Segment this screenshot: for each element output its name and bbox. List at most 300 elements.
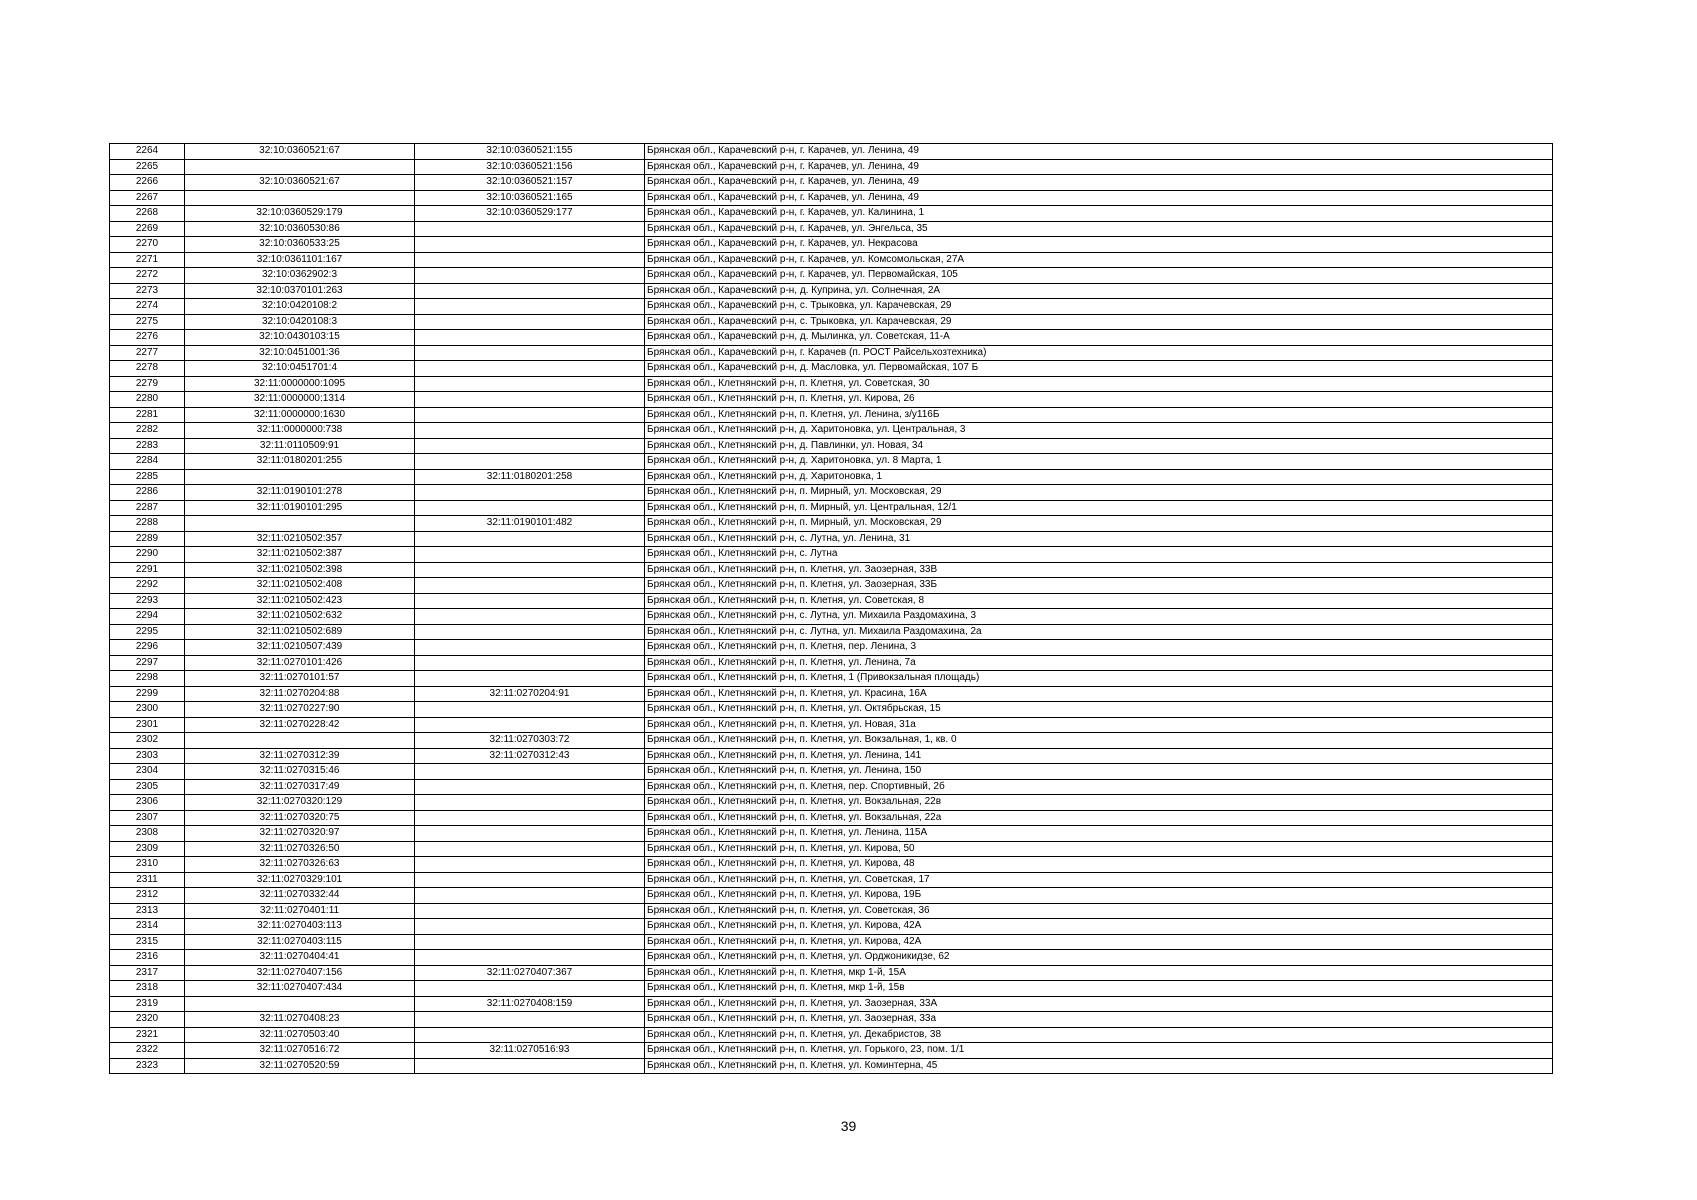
address-cell: Брянская обл., Клетнянский р-н, п. Клетня, ул. Заозерная, 33Б (645, 578, 1553, 594)
table-row (110, 500, 1553, 516)
row-number-cell: 2282 (110, 423, 185, 439)
related-cadastral-number-cell (415, 438, 645, 454)
related-cadastral-number-cell (415, 376, 645, 392)
related-cadastral-number-cell (415, 655, 645, 671)
address-cell: Брянская обл., Карачевский р-н, д. Мылинка, ул. Советская, 11-А (645, 330, 1553, 346)
table-row (110, 1012, 1553, 1028)
related-cadastral-number-cell (415, 1012, 645, 1028)
row-number-cell: 2283 (110, 438, 185, 454)
table-row (110, 717, 1553, 733)
related-cadastral-number-cell (415, 361, 645, 377)
address-cell: Брянская обл., Клетнянский р-н, п. Клетня, мкр 1-й, 15А (645, 965, 1553, 981)
table-row (110, 810, 1553, 826)
table-row (110, 485, 1553, 501)
cadastral-number-cell: 32:10:0360533:25 (185, 237, 415, 253)
related-cadastral-number-cell (415, 268, 645, 284)
row-number-cell: 2290 (110, 547, 185, 563)
row-number-cell: 2314 (110, 919, 185, 935)
table-row (110, 252, 1553, 268)
table-row (110, 1058, 1553, 1074)
related-cadastral-number-cell (415, 826, 645, 842)
address-cell: Брянская обл., Клетнянский р-н, п. Клетня, ул. Ленина, 150 (645, 764, 1553, 780)
row-number-cell: 2295 (110, 624, 185, 640)
cadastral-number-cell (185, 159, 415, 175)
cadastral-number-cell: 32:11:0270403:113 (185, 919, 415, 935)
cadastral-number-cell: 32:10:0360521:67 (185, 144, 415, 160)
related-cadastral-number-cell (415, 1027, 645, 1043)
address-cell: Брянская обл., Клетнянский р-н, п. Клетня, мкр 1-й, 15в (645, 981, 1553, 997)
row-number-cell: 2291 (110, 562, 185, 578)
table-row (110, 314, 1553, 330)
row-number-cell: 2266 (110, 175, 185, 191)
related-cadastral-number-cell: 32:10:0360521:165 (415, 190, 645, 206)
related-cadastral-number-cell (415, 345, 645, 361)
row-number-cell: 2274 (110, 299, 185, 315)
cadastral-number-cell: 32:11:0000000:1095 (185, 376, 415, 392)
address-cell: Брянская обл., Клетнянский р-н, п. Клетня, ул. Советская, 8 (645, 593, 1553, 609)
related-cadastral-number-cell (415, 888, 645, 904)
address-cell: Брянская обл., Клетнянский р-н, п. Клетня, ул. Заозерная, 33а (645, 1012, 1553, 1028)
cadastral-number-cell: 32:11:0210507:439 (185, 640, 415, 656)
table-row (110, 407, 1553, 423)
table-row (110, 965, 1553, 981)
address-cell: Брянская обл., Карачевский р-н, д. Куприна, ул. Солнечная, 2А (645, 283, 1553, 299)
table-row (110, 764, 1553, 780)
address-cell: Брянская обл., Карачевский р-н, г. Карачев, ул. Первомайская, 105 (645, 268, 1553, 284)
related-cadastral-number-cell (415, 779, 645, 795)
row-number-cell: 2284 (110, 454, 185, 470)
related-cadastral-number-cell (415, 841, 645, 857)
cadastral-number-cell: 32:11:0180201:255 (185, 454, 415, 470)
row-number-cell: 2312 (110, 888, 185, 904)
related-cadastral-number-cell (415, 717, 645, 733)
row-number-cell: 2277 (110, 345, 185, 361)
address-cell: Брянская обл., Клетнянский р-н, д. Павлинки, ул. Новая, 34 (645, 438, 1553, 454)
table-row (110, 686, 1553, 702)
cadastral-number-cell: 32:11:0190101:278 (185, 485, 415, 501)
table-row (110, 609, 1553, 625)
address-cell: Брянская обл., Клетнянский р-н, п. Клетня, ул. Вокзальная, 22а (645, 810, 1553, 826)
table-row (110, 330, 1553, 346)
related-cadastral-number-cell (415, 562, 645, 578)
related-cadastral-number-cell (415, 531, 645, 547)
address-cell: Брянская обл., Клетнянский р-н, п. Клетня, ул. Кирова, 50 (645, 841, 1553, 857)
table-row (110, 888, 1553, 904)
related-cadastral-number-cell (415, 547, 645, 563)
related-cadastral-number-cell (415, 221, 645, 237)
related-cadastral-number-cell: 32:10:0360529:177 (415, 206, 645, 222)
address-cell: Брянская обл., Клетнянский р-н, п. Клетня, ул. Кирова, 26 (645, 392, 1553, 408)
cadastral-number-cell: 32:11:0270520:59 (185, 1058, 415, 1074)
related-cadastral-number-cell: 32:11:0270303:72 (415, 733, 645, 749)
address-cell: Брянская обл., Клетнянский р-н, п. Клетня, 1 (Привокзальная площадь) (645, 671, 1553, 687)
cadastral-number-cell: 32:11:0210502:398 (185, 562, 415, 578)
address-cell: Брянская обл., Клетнянский р-н, п. Мирный, ул. Центральная, 12/1 (645, 500, 1553, 516)
address-cell: Брянская обл., Клетнянский р-н, п. Клетня, ул. Красина, 16А (645, 686, 1553, 702)
row-number-cell: 2265 (110, 159, 185, 175)
cadastral-number-cell: 32:11:0210502:423 (185, 593, 415, 609)
table-row (110, 950, 1553, 966)
table-row (110, 934, 1553, 950)
table-row (110, 547, 1553, 563)
address-cell: Брянская обл., Клетнянский р-н, п. Клетня, ул. Ленина, 141 (645, 748, 1553, 764)
cadastral-number-cell: 32:11:0270407:156 (185, 965, 415, 981)
row-number-cell: 2287 (110, 500, 185, 516)
row-number-cell: 2320 (110, 1012, 185, 1028)
row-number-cell: 2278 (110, 361, 185, 377)
related-cadastral-number-cell: 32:10:0360521:155 (415, 144, 645, 160)
related-cadastral-number-cell (415, 252, 645, 268)
cadastral-number-cell: 32:11:0210502:387 (185, 547, 415, 563)
table-row (110, 268, 1553, 284)
cadastral-number-cell: 32:11:0270503:40 (185, 1027, 415, 1043)
cadastral-number-cell: 32:11:0270516:72 (185, 1043, 415, 1059)
cadastral-number-cell: 32:10:0361101:167 (185, 252, 415, 268)
row-number-cell: 2270 (110, 237, 185, 253)
cadastral-number-cell: 32:11:0110509:91 (185, 438, 415, 454)
address-cell: Брянская обл., Карачевский р-н, г. Карачев, ул. Ленина, 49 (645, 159, 1553, 175)
row-number-cell: 2304 (110, 764, 185, 780)
related-cadastral-number-cell: 32:11:0270407:367 (415, 965, 645, 981)
address-cell: Брянская обл., Клетнянский р-н, п. Клетня, ул. Вокзальная, 22в (645, 795, 1553, 811)
address-cell: Брянская обл., Клетнянский р-н, п. Клетня, ул. Новая, 31а (645, 717, 1553, 733)
cadastral-number-cell: 32:11:0270404:41 (185, 950, 415, 966)
cadastral-number-cell: 32:11:0270320:129 (185, 795, 415, 811)
address-cell: Брянская обл., Клетнянский р-н, п. Клетня, пер. Ленина, 3 (645, 640, 1553, 656)
address-cell: Брянская обл., Карачевский р-н, г. Карачев, ул. Энгельса, 35 (645, 221, 1553, 237)
row-number-cell: 2286 (110, 485, 185, 501)
address-cell: Брянская обл., Клетнянский р-н, п. Клетня, ул. Орджоникидзе, 62 (645, 950, 1553, 966)
cadastral-number-cell (185, 190, 415, 206)
address-cell: Брянская обл., Клетнянский р-н, д. Харитоновка, ул. Центральная, 3 (645, 423, 1553, 439)
table-row (110, 516, 1553, 532)
row-number-cell: 2289 (110, 531, 185, 547)
row-number-cell: 2298 (110, 671, 185, 687)
related-cadastral-number-cell (415, 810, 645, 826)
row-number-cell: 2268 (110, 206, 185, 222)
table-row (110, 702, 1553, 718)
cadastral-number-cell: 32:11:0270326:63 (185, 857, 415, 873)
related-cadastral-number-cell (415, 1058, 645, 1074)
row-number-cell: 2302 (110, 733, 185, 749)
table-row (110, 841, 1553, 857)
address-cell: Брянская обл., Клетнянский р-н, п. Клетня, ул. Советская, 30 (645, 376, 1553, 392)
row-number-cell: 2267 (110, 190, 185, 206)
table-row (110, 919, 1553, 935)
cadastral-number-cell: 32:11:0210502:689 (185, 624, 415, 640)
row-number-cell: 2309 (110, 841, 185, 857)
address-cell: Брянская обл., Клетнянский р-н, п. Клетня, ул. Вокзальная, 1, кв. 0 (645, 733, 1553, 749)
related-cadastral-number-cell (415, 764, 645, 780)
cadastral-number-cell: 32:11:0270317:49 (185, 779, 415, 795)
row-number-cell: 2310 (110, 857, 185, 873)
row-number-cell: 2313 (110, 903, 185, 919)
table-row (110, 872, 1553, 888)
address-cell: Брянская обл., Клетнянский р-н, п. Клетня, ул. Кирова, 48 (645, 857, 1553, 873)
row-number-cell: 2316 (110, 950, 185, 966)
related-cadastral-number-cell: 32:11:0190101:482 (415, 516, 645, 532)
table-row (110, 221, 1553, 237)
row-number-cell: 2276 (110, 330, 185, 346)
address-cell: Брянская обл., Клетнянский р-н, с. Лутна, ул. Ленина, 31 (645, 531, 1553, 547)
related-cadastral-number-cell (415, 485, 645, 501)
page-number: 39 (840, 1118, 857, 1134)
table-row (110, 640, 1553, 656)
address-cell: Брянская обл., Клетнянский р-н, п. Клетня, ул. Кирова, 42А (645, 919, 1553, 935)
cadastral-number-cell (185, 516, 415, 532)
table-row (110, 795, 1553, 811)
row-number-cell: 2323 (110, 1058, 185, 1074)
address-cell: Брянская обл., Карачевский р-н, г. Карачев, ул. Комсомольская, 27А (645, 252, 1553, 268)
cadastral-number-cell: 32:11:0210502:408 (185, 578, 415, 594)
property-table (109, 143, 1553, 1074)
cadastral-number-cell (185, 469, 415, 485)
related-cadastral-number-cell (415, 392, 645, 408)
table-row (110, 857, 1553, 873)
table-row (110, 826, 1553, 842)
related-cadastral-number-cell (415, 702, 645, 718)
address-cell: Брянская обл., Клетнянский р-н, п. Клетня, ул. Декабристов, 38 (645, 1027, 1553, 1043)
related-cadastral-number-cell (415, 857, 645, 873)
row-number-cell: 2281 (110, 407, 185, 423)
cadastral-number-cell: 32:10:0420108:2 (185, 299, 415, 315)
address-cell: Брянская обл., Карачевский р-н, г. Карачев (п. РОСТ Райсельхозтехника) (645, 345, 1553, 361)
related-cadastral-number-cell: 32:11:0270204:91 (415, 686, 645, 702)
related-cadastral-number-cell (415, 454, 645, 470)
related-cadastral-number-cell: 32:11:0270312:43 (415, 748, 645, 764)
row-number-cell: 2269 (110, 221, 185, 237)
related-cadastral-number-cell: 32:11:0270516:93 (415, 1043, 645, 1059)
cadastral-number-cell: 32:11:0270332:44 (185, 888, 415, 904)
cadastral-number-cell: 32:10:0451701:4 (185, 361, 415, 377)
related-cadastral-number-cell: 32:10:0360521:156 (415, 159, 645, 175)
address-cell: Брянская обл., Клетнянский р-н, п. Клетня, ул. Советская, 17 (645, 872, 1553, 888)
cadastral-number-cell: 32:10:0360521:67 (185, 175, 415, 191)
row-number-cell: 2288 (110, 516, 185, 532)
cadastral-number-cell: 32:10:0430103:15 (185, 330, 415, 346)
row-number-cell: 2305 (110, 779, 185, 795)
cadastral-number-cell: 32:11:0190101:295 (185, 500, 415, 516)
row-number-cell: 2306 (110, 795, 185, 811)
row-number-cell: 2273 (110, 283, 185, 299)
table-row (110, 454, 1553, 470)
cadastral-number-cell: 32:11:0270101:426 (185, 655, 415, 671)
cadastral-number-cell: 32:11:0210502:357 (185, 531, 415, 547)
address-cell: Брянская обл., Клетнянский р-н, п. Клетня, ул. Горького, 23, пом. 1/1 (645, 1043, 1553, 1059)
cadastral-number-cell (185, 996, 415, 1012)
address-cell: Брянская обл., Карачевский р-н, г. Карачев, ул. Некрасова (645, 237, 1553, 253)
cadastral-number-cell (185, 733, 415, 749)
address-cell: Брянская обл., Карачевский р-н, г. Карачев, ул. Калинина, 1 (645, 206, 1553, 222)
row-number-cell: 2308 (110, 826, 185, 842)
table-row (110, 175, 1553, 191)
table-row (110, 159, 1553, 175)
row-number-cell: 2299 (110, 686, 185, 702)
cadastral-number-cell: 32:10:0451001:36 (185, 345, 415, 361)
cadastral-number-cell: 32:10:0420108:3 (185, 314, 415, 330)
related-cadastral-number-cell (415, 330, 645, 346)
row-number-cell: 2307 (110, 810, 185, 826)
cadastral-number-cell: 32:10:0370101:263 (185, 283, 415, 299)
cadastral-number-cell: 32:10:0360529:179 (185, 206, 415, 222)
property-table-body (110, 144, 1553, 1074)
table-row (110, 283, 1553, 299)
row-number-cell: 2275 (110, 314, 185, 330)
related-cadastral-number-cell (415, 624, 645, 640)
cadastral-number-cell: 32:10:0362902:3 (185, 268, 415, 284)
address-cell: Брянская обл., Клетнянский р-н, п. Клетня, ул. Ленина, з/у116Б (645, 407, 1553, 423)
table-row (110, 144, 1553, 160)
row-number-cell: 2311 (110, 872, 185, 888)
table-row (110, 190, 1553, 206)
related-cadastral-number-cell: 32:11:0270408:159 (415, 996, 645, 1012)
table-row (110, 903, 1553, 919)
cadastral-number-cell: 32:11:0270228:42 (185, 717, 415, 733)
cadastral-number-cell: 32:11:0270227:90 (185, 702, 415, 718)
cadastral-number-cell: 32:11:0270326:50 (185, 841, 415, 857)
address-cell: Брянская обл., Клетнянский р-н, п. Клетня, ул. Октябрьская, 15 (645, 702, 1553, 718)
address-cell: Брянская обл., Клетнянский р-н, п. Мирный, ул. Московская, 29 (645, 485, 1553, 501)
address-cell: Брянская обл., Клетнянский р-н, с. Лутна, ул. Михаила Раздомахина, 3 (645, 609, 1553, 625)
address-cell: Брянская обл., Карачевский р-н, г. Карачев, ул. Ленина, 49 (645, 144, 1553, 160)
table-row (110, 469, 1553, 485)
related-cadastral-number-cell: 32:10:0360521:157 (415, 175, 645, 191)
table-row (110, 578, 1553, 594)
table-row (110, 655, 1553, 671)
address-cell: Брянская обл., Клетнянский р-н, с. Лутна, ул. Михаила Раздомахина, 2а (645, 624, 1553, 640)
related-cadastral-number-cell (415, 578, 645, 594)
address-cell: Брянская обл., Клетнянский р-н, п. Клетня, ул. Кирова, 19Б (645, 888, 1553, 904)
table-row (110, 562, 1553, 578)
row-number-cell: 2285 (110, 469, 185, 485)
cadastral-number-cell: 32:11:0270407:434 (185, 981, 415, 997)
table-row (110, 748, 1553, 764)
table-row (110, 345, 1553, 361)
address-cell: Брянская обл., Клетнянский р-н, п. Клетня, ул. Советская, 36 (645, 903, 1553, 919)
row-number-cell: 2301 (110, 717, 185, 733)
cadastral-number-cell: 32:11:0270403:115 (185, 934, 415, 950)
table-row (110, 531, 1553, 547)
address-cell: Брянская обл., Клетнянский р-н, п. Клетня, ул. Заозерная, 33А (645, 996, 1553, 1012)
row-number-cell: 2294 (110, 609, 185, 625)
cadastral-number-cell: 32:11:0270315:46 (185, 764, 415, 780)
row-number-cell: 2315 (110, 934, 185, 950)
row-number-cell: 2319 (110, 996, 185, 1012)
related-cadastral-number-cell: 32:11:0180201:258 (415, 469, 645, 485)
address-cell: Брянская обл., Клетнянский р-н, п. Клетня, ул. Заозерная, 33В (645, 562, 1553, 578)
table-row (110, 423, 1553, 439)
cadastral-number-cell: 32:11:0270401:11 (185, 903, 415, 919)
row-number-cell: 2300 (110, 702, 185, 718)
table-row (110, 392, 1553, 408)
cadastral-number-cell: 32:11:0270408:23 (185, 1012, 415, 1028)
related-cadastral-number-cell (415, 299, 645, 315)
cadastral-number-cell: 32:11:0270101:57 (185, 671, 415, 687)
related-cadastral-number-cell (415, 950, 645, 966)
table-row (110, 779, 1553, 795)
cadastral-number-cell: 32:11:0270320:97 (185, 826, 415, 842)
cadastral-number-cell: 32:11:0000000:738 (185, 423, 415, 439)
table-row (110, 376, 1553, 392)
address-cell: Брянская обл., Клетнянский р-н, п. Клетня, ул. Кирова, 42А (645, 934, 1553, 950)
cadastral-number-cell: 32:11:0270329:101 (185, 872, 415, 888)
address-cell: Брянская обл., Клетнянский р-н, п. Клетня, ул. Коминтерна, 45 (645, 1058, 1553, 1074)
row-number-cell: 2318 (110, 981, 185, 997)
row-number-cell: 2272 (110, 268, 185, 284)
cadastral-number-cell: 32:11:0000000:1630 (185, 407, 415, 423)
table-row (110, 733, 1553, 749)
table-row (110, 1043, 1553, 1059)
row-number-cell: 2321 (110, 1027, 185, 1043)
address-cell: Брянская обл., Клетнянский р-н, п. Клетня, пер. Спортивный, 2б (645, 779, 1553, 795)
table-row (110, 593, 1553, 609)
related-cadastral-number-cell (415, 609, 645, 625)
row-number-cell: 2293 (110, 593, 185, 609)
table-row (110, 299, 1553, 315)
row-number-cell: 2271 (110, 252, 185, 268)
related-cadastral-number-cell (415, 407, 645, 423)
related-cadastral-number-cell (415, 934, 645, 950)
row-number-cell: 2280 (110, 392, 185, 408)
address-cell: Брянская обл., Карачевский р-н, с. Трыковка, ул. Карачевская, 29 (645, 299, 1553, 315)
related-cadastral-number-cell (415, 237, 645, 253)
related-cadastral-number-cell (415, 981, 645, 997)
row-number-cell: 2297 (110, 655, 185, 671)
related-cadastral-number-cell (415, 919, 645, 935)
row-number-cell: 2264 (110, 144, 185, 160)
related-cadastral-number-cell (415, 872, 645, 888)
table-row (110, 438, 1553, 454)
related-cadastral-number-cell (415, 314, 645, 330)
row-number-cell: 2317 (110, 965, 185, 981)
related-cadastral-number-cell (415, 500, 645, 516)
address-cell: Брянская обл., Клетнянский р-н, д. Харитоновка, ул. 8 Марта, 1 (645, 454, 1553, 470)
address-cell: Брянская обл., Клетнянский р-н, с. Лутна (645, 547, 1553, 563)
table-row (110, 996, 1553, 1012)
related-cadastral-number-cell (415, 903, 645, 919)
address-cell: Брянская обл., Клетнянский р-н, д. Харитоновка, 1 (645, 469, 1553, 485)
row-number-cell: 2292 (110, 578, 185, 594)
table-row (110, 237, 1553, 253)
address-cell: Брянская обл., Карачевский р-н, г. Карачев, ул. Ленина, 49 (645, 175, 1553, 191)
table-row (110, 206, 1553, 222)
row-number-cell: 2279 (110, 376, 185, 392)
cadastral-number-cell: 32:11:0270312:39 (185, 748, 415, 764)
related-cadastral-number-cell (415, 795, 645, 811)
related-cadastral-number-cell (415, 283, 645, 299)
row-number-cell: 2303 (110, 748, 185, 764)
cadastral-number-cell: 32:10:0360530:86 (185, 221, 415, 237)
table-row (110, 624, 1553, 640)
related-cadastral-number-cell (415, 593, 645, 609)
address-cell: Брянская обл., Клетнянский р-н, п. Клетня, ул. Ленина, 115А (645, 826, 1553, 842)
cadastral-number-cell: 32:11:0210502:632 (185, 609, 415, 625)
table-row (110, 361, 1553, 377)
cadastral-number-cell: 32:11:0000000:1314 (185, 392, 415, 408)
cadastral-number-cell: 32:11:0270320:75 (185, 810, 415, 826)
row-number-cell: 2296 (110, 640, 185, 656)
table-row (110, 1027, 1553, 1043)
address-cell: Брянская обл., Клетнянский р-н, п. Клетня, ул. Ленина, 7а (645, 655, 1553, 671)
related-cadastral-number-cell (415, 671, 645, 687)
address-cell: Брянская обл., Карачевский р-н, с. Трыковка, ул. Карачевская, 29 (645, 314, 1553, 330)
related-cadastral-number-cell (415, 423, 645, 439)
table-row (110, 671, 1553, 687)
address-cell: Брянская обл., Клетнянский р-н, п. Мирный, ул. Московская, 29 (645, 516, 1553, 532)
related-cadastral-number-cell (415, 640, 645, 656)
address-cell: Брянская обл., Карачевский р-н, г. Карачев, ул. Ленина, 49 (645, 190, 1553, 206)
row-number-cell: 2322 (110, 1043, 185, 1059)
